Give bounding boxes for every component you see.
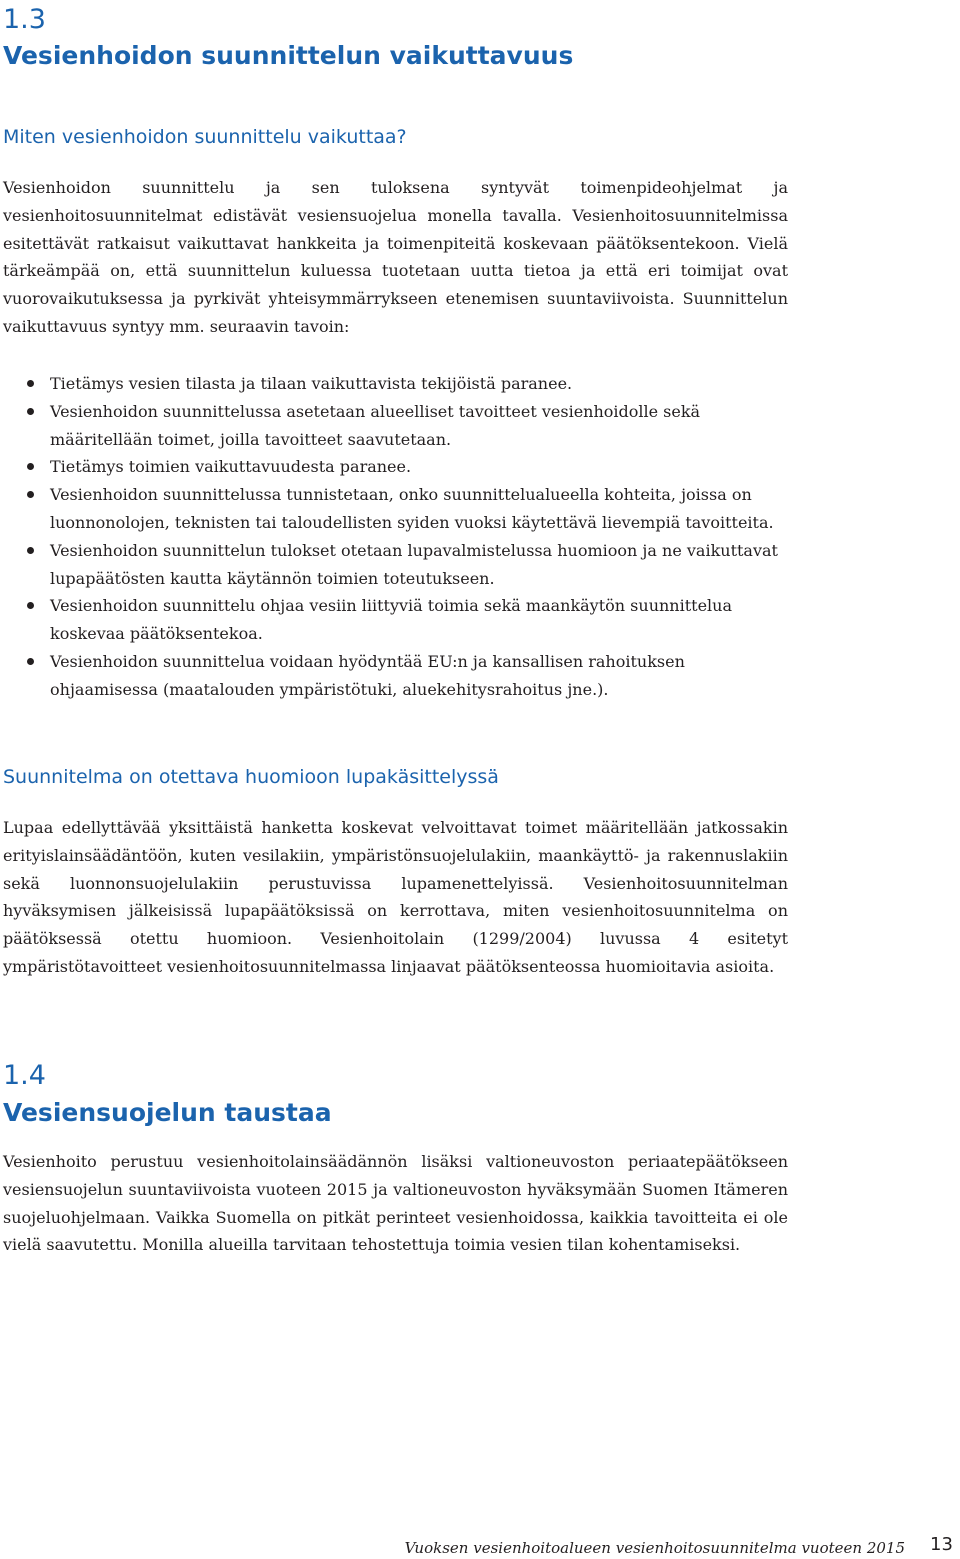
subheading-permits: Suunnitelma on otettava huomioon lupakäsittelyssä — [3, 766, 499, 788]
bullet-icon — [27, 602, 34, 609]
list-item — [3, 370, 788, 398]
list-item — [3, 592, 788, 648]
section-title: Vesiensuojelun taustaa — [3, 1098, 332, 1127]
list-item — [3, 481, 788, 537]
list-item-text: Tietämys toimien vaikuttavuudesta paranee. — [50, 457, 412, 477]
section-number: 1.4 — [3, 1060, 46, 1091]
bullet-icon — [27, 463, 34, 470]
section-number: 1.3 — [3, 4, 46, 35]
background-paragraph: Vesienhoito perustuu vesienhoitolainsäädännön lisäksi valtioneuvoston periaatepäätökseen vesiensuojelun suuntaviivoista vuoteen 2015 ja valtioneuvoston hyväksymään Suomen Itämeren suojeluohjelmaan. Vaikka Suomella on pitkät perinteet vesienhoidossa, kaikkia tavoitteita ei ole vielä saavutettu. Monilla alueilla tarvitaan tehostettuja toimia vesien tilan kohentamiseksi. — [3, 1152, 788, 1255]
bullet-icon — [27, 408, 34, 415]
footer-document-title: Vuoksen vesienhoitoalueen vesienhoitosuunnitelma vuoteen 2015 — [404, 1539, 905, 1557]
bullet-icon — [27, 491, 34, 498]
page-number: 13 — [930, 1534, 953, 1555]
subheading: Miten vesienhoidon suunnittelu vaikuttaa? — [3, 126, 407, 148]
list-item — [3, 453, 788, 481]
intro-paragraph: Vesienhoidon suunnittelu ja sen tuloksena syntyvät toimenpideohjelmat ja vesienhoitosuunnitelmat edistävät vesiensuojelua monella tavalla. Vesienhoitosuunnitelmissa esitettävät ratkaisut vaikuttavat hankkeita ja toimenpiteitä koskevaan päätöksentekoon. Vielä tärkeämpää on, että suunnittelun kuluessa tuotetaan uutta tietoa ja että eri toimijat ovat vuorovaikutuksessa ja pyrkivät yhteisymmärrykseen etenemisen suuntaviivoista. Suunnittelun vaikuttavuus syntyy mm. seuraavin tavoin: — [3, 178, 788, 336]
list-item-text: Vesienhoidon suunnittelua voidaan hyödyntää EU:n ja kansallisen rahoituksen ohjaamisessa (maatalouden ympäristötuki, aluekehitysrahoitus jne.). — [50, 651, 685, 699]
list-item-text: Vesienhoidon suunnittelussa asetetaan alueelliset tavoitteet vesienhoidolle sekä määritellään toimet, joilla tavoitteet saavutetaan. — [50, 401, 701, 449]
list-item — [3, 537, 788, 593]
bullet-icon — [27, 658, 34, 665]
permits-paragraph: Lupaa edellyttävää yksittäistä hanketta koskevat velvoittavat toimet määritellään jatkossakin erityislainsäädäntöön, kuten vesilakiin, ympäristönsuojelulakiin, maankäyttö- ja rakennuslakiin sekä luonnonsuojelulakiin perustuvissa lupamenettelyissä. Vesienhoitosuunnitelman hyväksymisen jälkeisissä lupapäätöksissä on kerrottava, miten vesienhoitosuunnitelma on päätöksessä otettu huomioon. Vesienhoitolain (1299/2004) luvussa 4 esitetyt ympäristötavoitteet vesienhoitosuunnitelmassa linjaavat päätöksenteossa huomioitavia asioita. — [3, 818, 788, 976]
list-item — [3, 398, 788, 454]
bullet-icon — [27, 380, 34, 387]
list-item — [3, 648, 788, 704]
list-item-text: Vesienhoidon suunnittelu ohjaa vesiin liittyviä toimia sekä maankäytön suunnittelua koskevaa päätöksentekoa. — [50, 596, 733, 644]
list-item-text: Tietämys vesien tilasta ja tilaan vaikuttavista tekijöistä paranee. — [50, 374, 573, 393]
section-title: Vesienhoidon suunnittelun vaikuttavuus — [3, 41, 574, 70]
bullet-icon — [27, 547, 34, 554]
list-item-text: Vesienhoidon suunnittelun tulokset otetaan lupavalmistelussa huomioon ja ne vaikuttavat lupapäätösten kautta käytännön toimien toteutukseen. — [50, 540, 778, 588]
impact-list — [3, 370, 788, 704]
list-item-text: Vesienhoidon suunnittelussa tunnistetaan, onko suunnittelualueella kohteita, joissa on luonnonolojen, teknisten tai taloudellisten syiden vuoksi käytettävä lievempiä tavoitteita. — [50, 485, 774, 532]
